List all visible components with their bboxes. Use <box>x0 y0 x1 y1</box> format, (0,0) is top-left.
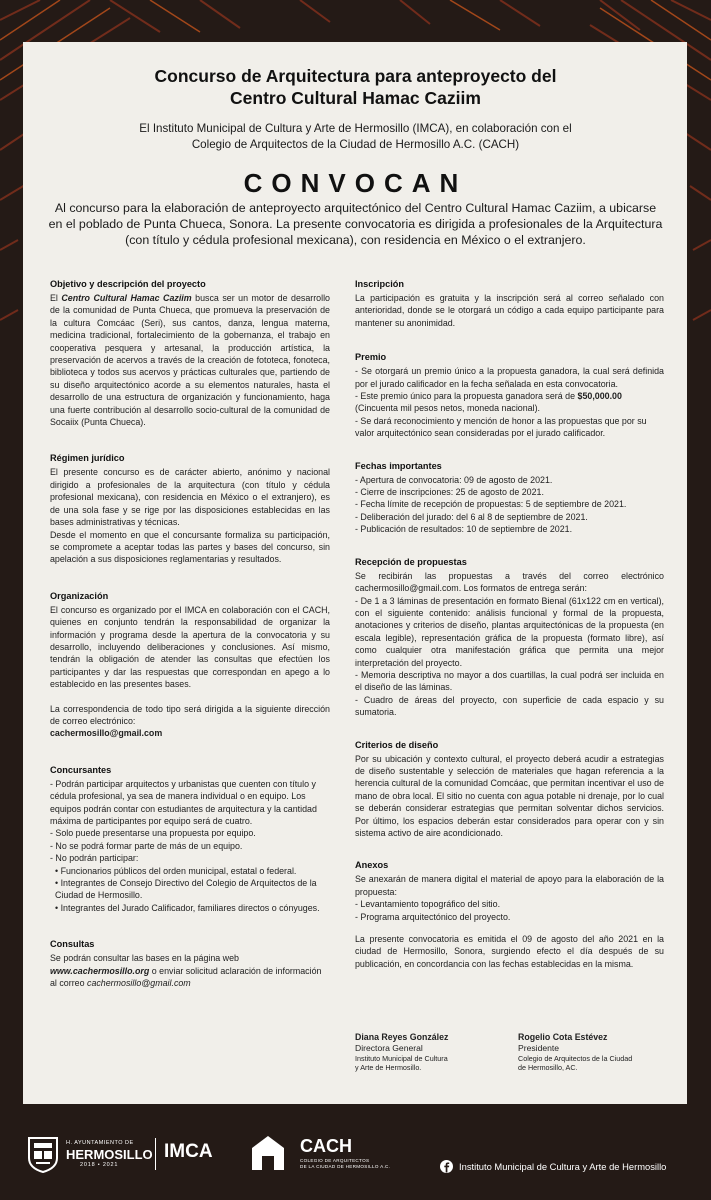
section-fechas <box>355 460 664 536</box>
date-item: - Publicación de resultados: 10 de septiembre de 2021. <box>355 524 573 535</box>
intro-line1: El Instituto Municipal de Cultura y Arte de Hermosillo (IMCA), en colaboración con el <box>139 122 572 135</box>
signer-org: y Arte de Hermosillo. <box>355 1063 422 1072</box>
cach-logo: CACH <box>300 1136 352 1156</box>
signature-block-1 <box>355 1032 505 1072</box>
section-title: Premio <box>355 352 387 363</box>
section-title: Consultas <box>50 939 95 950</box>
facebook-page-name[interactable]: Instituto Municipal de Cultura y Arte de Hermosillo <box>459 1161 667 1172</box>
list-item: - De 1 a 3 láminas de presentación en formato Bienal (61x122 cm en vertical), con el siguiente contenido: análisis funcional y formal de la propuesta, anotaciones y criterios de diseño, plantas arquitectónicas de la propuesta (en escala legible), representación gráfica de la propuesta (formato libre), así como cualquier otra manifestación gráfica que permita una mejor interpretación del proyecto. <box>355 595 664 668</box>
lead-line3: (con título y cédula profesional mexicana), con residencia en México o el extranjero. <box>125 232 586 247</box>
section-title: Régimen jurídico <box>50 453 125 464</box>
contact-email: cachermosillo@gmail.com <box>50 728 163 739</box>
text-fragment: Se podrán consultar las bases en la página web <box>50 953 239 964</box>
cach-logo-icon <box>250 1134 286 1172</box>
date-item: - Apertura de convocatoria: 09 de agosto de 2021. <box>355 474 553 485</box>
list-item: - Programa arquitectónico del proyecto. <box>355 911 511 922</box>
section-text: La participación es gratuita y la inscripción será al correo señalado con anterioridad, donde se le otorgará un código a cada equipo participante para mantener su anonimidad. <box>355 293 664 328</box>
section-objetivo <box>50 278 330 428</box>
date-item: - Fecha límite de recepción de propuestas: 5 de septiembre de 2021. <box>355 499 627 510</box>
right-column <box>355 278 664 970</box>
convocan-heading: CONVOCAN <box>243 168 468 198</box>
prize-amount: $50,000.00 <box>577 391 622 402</box>
footer-logos <box>0 1120 711 1200</box>
section-title: Fechas importantes <box>355 460 442 471</box>
text-fragment: busca ser un motor de desarrollo de la comunidad de Punta Chueca, que promueva la preservación de la cultura Comcáac (Seri), sus cantos, danza, lengua materna, medicina tradicional, fortalecimiento de la gobernanza, el trabajo en cooperativa pesquera y artesanal, la producción artística, la preservación de acervos a través de la creación de fototeca, fonoteca, biblioteca y todos sus acervos y prácticas culturales que, partiendo de su diseño arquitectónico acorde a su elementos naturales, hasta el desarrollo de una estructura de organización y funcionamiento, haga una fuerte contribución al desarrollo socio-cultural de la comunidad de Socaiix (Punta Chueca). <box>50 293 330 428</box>
section-text: - Podrán participar arquitectos y urbanistas que cuenten con título y cédula profesional, ya sea de manera individual o en equipo. Los equipos podrán contar con estudiantes de arquitectura y la cantidad máxima de participantes por equipo será de cuatro. <box>50 778 317 826</box>
signer-org: Instituto Municipal de Cultura <box>355 1054 448 1063</box>
date-item: - Cierre de inscripciones: 25 de agosto de 2021. <box>355 487 544 498</box>
section-text: El presente concurso es de carácter abierto, anónimo y nacional dirigido a profesionales de la arquitectura (con título y cédula profesional mexicana), con residencia en México o el extranjero), es de una sola fase y se rige por las disposiciones establecidas en las bases administrativas y técnicas. <box>50 467 330 528</box>
text-fragment: o enviar solicitud aclaración de información al correo <box>50 965 322 989</box>
list-item <box>355 390 664 415</box>
list-item: - Levantamiento topográfico del sitio. <box>355 899 501 910</box>
footer-divider <box>155 1138 156 1170</box>
signer-role: Directora General <box>355 1043 423 1053</box>
section-anexos <box>355 859 664 970</box>
ayuntamiento-name: HERMOSILLO <box>66 1147 153 1162</box>
section-organizacion <box>50 590 330 740</box>
section-consultas <box>50 938 330 989</box>
list-item: - Memoria descriptiva no mayor a dos cuartillas, la cual podrá ser incluida en el diseño de las láminas. <box>355 669 664 693</box>
section-criterios <box>355 739 664 840</box>
lead-line2: en el poblado de Punta Chueca, Sonora. La presente convocatoria es dirigida a profesionales de la Arquitectura <box>48 216 663 231</box>
section-title: Objetivo y descripción del proyecto <box>50 279 206 289</box>
section-title: Inscripción <box>355 279 405 289</box>
section-recepcion <box>355 556 664 719</box>
section-inscripcion <box>355 278 664 329</box>
signer-name: Rogelio Cota Estévez <box>518 1032 608 1042</box>
cach-subtitle1: COLEGIO DE ARQUITECTOS <box>300 1158 370 1163</box>
signer-org: de Hermosillo, AC. <box>518 1063 578 1072</box>
text-fragment: (Cincuenta mil pesos netos, moneda nacional). <box>355 403 540 414</box>
hermosillo-seal-icon <box>26 1134 60 1174</box>
list-item: - Se otorgará un premio único a la propuesta ganadora, la cual será definida por el jurado calificador en la fecha señalada en esta convocatoria. <box>355 366 664 389</box>
section-text <box>50 952 330 989</box>
facebook-icon[interactable] <box>440 1160 453 1173</box>
lead-line1: Al concurso para la elaboración de anteproyecto arquitectónico del Centro Cultural Hamac Caziim, a ubicarse <box>54 201 657 215</box>
imca-logo: IMCA <box>164 1141 213 1162</box>
section-premio <box>355 351 664 439</box>
signer-role: Presidente <box>518 1043 560 1053</box>
section-text: Se anexarán de manera digital el material de apoyo para la elaboración de la propuesta: <box>355 874 664 897</box>
signature-block-2 <box>518 1032 668 1072</box>
section-title: Recepción de propuestas <box>355 556 467 567</box>
cach-subtitle2: DE LA CIUDAD DE HERMOSILLO A.C. <box>300 1164 391 1169</box>
list-subitem: • Funcionarios públicos del orden municipal, estatal o federal. <box>55 865 297 876</box>
section-title: Criterios de diseño <box>355 739 439 750</box>
ayuntamiento-years: 2018 • 2021 <box>80 1162 119 1168</box>
date-item: - Deliberación del jurado: del 6 al 8 de septiembre de 2021. <box>355 511 588 522</box>
left-column <box>50 278 330 989</box>
section-text: El concurso es organizado por el IMCA en colaboración con el CACH, quienes en conjunto tendrán la responsabilidad de organizar la información y programa desde la apertura de la convocatoria y su desarrollo, incluyendo deliberaciones y conclusiones. Así mismo, tendrán la obligación de atender las consultas que efectúen los participantes y dar las respuestas que correspondan en apego a lo establecido en las presentes bases. <box>50 604 330 690</box>
list-item: - Se dará reconocimiento y mención de honor a las propuestas que por su valor arquitectónico sean consideradas por el jurado calificador. <box>355 415 647 439</box>
signer-org: Colegio de Arquitectos de la Ciudad <box>518 1054 633 1063</box>
list-item: - No se podrá formar parte de más de un equipo. <box>50 840 243 851</box>
text-fragment: El <box>50 293 62 303</box>
consultas-email[interactable]: cachermosillo@gmail.com <box>87 978 191 989</box>
list-item: - No podrán participar: <box>50 853 139 864</box>
text-fragment: - Este premio único para la propuesta ganadora será de <box>355 391 578 402</box>
closing-text: La presente convocatoria es emitida el 09 de agosto del año 2021 en la ciudad de Hermosillo, Sonora, surgiendo efecto el día después de su publicación, en concordancia con las fechas establecidas en la misma. <box>355 934 664 969</box>
section-title: Concursantes <box>50 764 112 775</box>
section-text: Se recibirán las propuestas a través del correo electrónico cachermosillo@gmail.com. Los formatos de entrega serán: <box>355 570 664 594</box>
section-text <box>50 292 330 428</box>
page-title: Concurso de Arquitectura para anteproyecto del <box>154 66 557 86</box>
website-link[interactable]: www.cachermosillo.org <box>50 965 150 976</box>
section-concursantes <box>50 764 330 914</box>
section-title: Anexos <box>355 860 389 871</box>
intro-line2: Colegio de Arquitectos de la Ciudad de Hermosillo A.C. (CACH) <box>191 138 520 151</box>
section-text: La correspondencia de todo tipo será dirigida a la siguiente dirección de correo electrónico: <box>50 703 330 726</box>
section-regimen <box>50 452 330 565</box>
lead-paragraph <box>40 201 671 248</box>
list-item: - Solo puede presentarse una propuesta por equipo. <box>50 828 256 839</box>
list-subitem: • Integrantes de Consejo Directivo del Colegio de Arquitectos de la Ciudad de Hermosillo. <box>55 878 317 901</box>
list-subitem: • Integrantes del Jurado Calificador, familiares directos o cónyuges. <box>55 902 320 913</box>
list-item: - Cuadro de áreas del proyecto, con superficie de cada espacio y su sumatoria. <box>355 694 664 718</box>
project-name: Centro Cultural Hamac Caziim <box>61 293 192 303</box>
ayuntamiento-small: H. AYUNTAMIENTO DE <box>66 1140 134 1146</box>
section-text: Desde el momento en que el concursante formaliza su participación, se compromete a aceptar todas las partes y bases del concurso, sin apelación a sus disposiciones reglamentarias y resultados. <box>50 529 330 565</box>
signer-name: Diana Reyes González <box>355 1032 449 1042</box>
page-title-line2: Centro Cultural Hamac Caziim <box>230 88 481 108</box>
section-text: Por su ubicación y contexto cultural, el proyecto deberá acudir a estrategias de diseño sustentable y selección de materiales que hagan referencia a la herencia cultural de la comunidad Comcáac, que permitan incentivar el uso de mano de obra local. El sitio no cuenta con agua potable ni drenaje, por lo cual se deberán considerar estrategias que permitan solventar dichos servicios. Por último, los espacios deberán estar considerados para operar con y sin sistema activo de aire acondicionado. <box>355 753 664 838</box>
section-title: Organización <box>50 590 109 601</box>
